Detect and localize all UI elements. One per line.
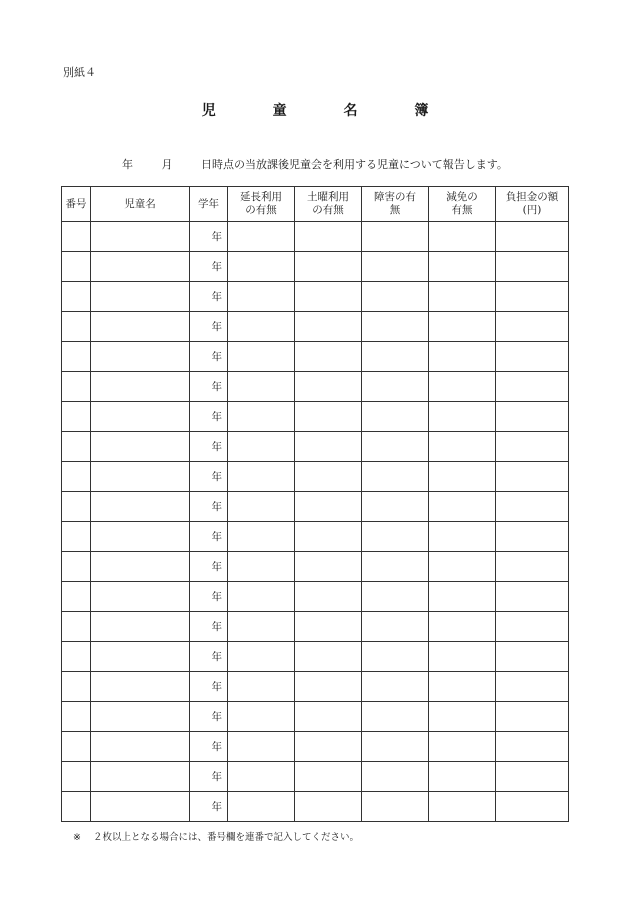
table-row: [62, 342, 569, 372]
grade-suffix: 年: [211, 441, 222, 453]
child-name-cell[interactable]: [91, 552, 190, 582]
title-char: 童: [272, 103, 287, 119]
saturday-use-cell[interactable]: [295, 402, 362, 432]
child-name-cell[interactable]: [91, 462, 190, 492]
disability-cell[interactable]: [362, 612, 429, 642]
number-cell[interactable]: [62, 762, 91, 792]
extended-use-cell[interactable]: [228, 222, 295, 252]
title-char: 名: [343, 103, 358, 119]
fee-amount-cell[interactable]: [496, 522, 569, 552]
grade-suffix: 年: [211, 501, 222, 513]
saturday-use-cell[interactable]: [295, 372, 362, 402]
table-row: [62, 312, 569, 342]
table-row: [62, 372, 569, 402]
grade-suffix: 年: [211, 231, 222, 243]
header-disability: 障害の有 無: [362, 187, 429, 222]
number-cell[interactable]: [62, 372, 91, 402]
disability-cell[interactable]: [362, 582, 429, 612]
disability-cell[interactable]: [362, 282, 429, 312]
extended-use-cell[interactable]: [228, 642, 295, 672]
grade-suffix: 年: [211, 801, 222, 813]
saturday-use-cell[interactable]: [295, 552, 362, 582]
disability-cell[interactable]: [362, 462, 429, 492]
fee-amount-cell[interactable]: [496, 372, 569, 402]
grade-suffix: 年: [211, 651, 222, 663]
grade-suffix: 年: [211, 711, 222, 723]
child-name-cell[interactable]: [91, 342, 190, 372]
saturday-use-cell[interactable]: [295, 732, 362, 762]
grade-cell[interactable]: [190, 612, 228, 642]
extended-use-cell[interactable]: [228, 342, 295, 372]
fee-amount-cell[interactable]: [496, 402, 569, 432]
extended-use-cell[interactable]: [228, 672, 295, 702]
fee-amount-cell[interactable]: [496, 642, 569, 672]
number-cell[interactable]: [62, 282, 91, 312]
child-name-cell[interactable]: [91, 582, 190, 612]
number-cell[interactable]: [62, 252, 91, 282]
number-cell[interactable]: [62, 462, 91, 492]
grade-cell[interactable]: [190, 462, 228, 492]
saturday-use-cell[interactable]: [295, 762, 362, 792]
saturday-use-cell[interactable]: [295, 282, 362, 312]
fee-amount-cell[interactable]: [496, 222, 569, 252]
disability-cell[interactable]: [362, 732, 429, 762]
grade-cell[interactable]: [190, 342, 228, 372]
extended-use-cell[interactable]: [228, 282, 295, 312]
disability-cell[interactable]: [362, 702, 429, 732]
saturday-use-cell[interactable]: [295, 222, 362, 252]
fee-amount-cell[interactable]: [496, 282, 569, 312]
fee-amount-cell[interactable]: [496, 342, 569, 372]
saturday-use-cell[interactable]: [295, 642, 362, 672]
number-cell[interactable]: [62, 402, 91, 432]
child-name-cell[interactable]: [91, 492, 190, 522]
fee-reduction-cell[interactable]: [429, 582, 496, 612]
disability-cell[interactable]: [362, 792, 429, 822]
grade-cell[interactable]: [190, 432, 228, 462]
table-row: [62, 432, 569, 462]
number-cell[interactable]: [62, 552, 91, 582]
table-row: [62, 732, 569, 762]
extended-use-cell[interactable]: [228, 432, 295, 462]
fee-amount-cell[interactable]: [496, 252, 569, 282]
disability-cell[interactable]: [362, 342, 429, 372]
page-title: [0, 100, 630, 120]
extended-use-cell[interactable]: [228, 762, 295, 792]
number-cell[interactable]: [62, 522, 91, 552]
saturday-use-cell[interactable]: [295, 492, 362, 522]
number-cell[interactable]: [62, 792, 91, 822]
disability-cell[interactable]: [362, 762, 429, 792]
extended-use-cell[interactable]: [228, 312, 295, 342]
fee-reduction-cell[interactable]: [429, 612, 496, 642]
fee-amount-cell[interactable]: [496, 462, 569, 492]
saturday-use-cell[interactable]: [295, 612, 362, 642]
grade-cell[interactable]: [190, 492, 228, 522]
number-cell[interactable]: [62, 642, 91, 672]
fee-amount-cell[interactable]: [496, 732, 569, 762]
table-row: [62, 762, 569, 792]
grade-suffix: 年: [211, 561, 222, 573]
fee-reduction-cell[interactable]: [429, 672, 496, 702]
child-name-cell[interactable]: [91, 762, 190, 792]
grade-cell[interactable]: [190, 762, 228, 792]
number-cell[interactable]: [62, 342, 91, 372]
extended-use-cell[interactable]: [228, 492, 295, 522]
fee-reduction-cell[interactable]: [429, 462, 496, 492]
grade-suffix: 年: [211, 531, 222, 543]
extended-use-cell[interactable]: [228, 522, 295, 552]
table-row: [62, 552, 569, 582]
header-number: 番号: [62, 187, 91, 222]
table-row: [62, 282, 569, 312]
number-cell[interactable]: [62, 612, 91, 642]
footnote: [73, 829, 359, 843]
grade-cell[interactable]: [190, 282, 228, 312]
number-cell[interactable]: [62, 732, 91, 762]
title-char: 簿: [414, 103, 429, 119]
disability-cell[interactable]: [362, 252, 429, 282]
child-name-cell[interactable]: [91, 372, 190, 402]
grade-suffix: 年: [211, 321, 222, 333]
grade-suffix: 年: [211, 381, 222, 393]
disability-cell[interactable]: [362, 372, 429, 402]
fee-amount-cell[interactable]: [496, 432, 569, 462]
child-name-cell[interactable]: [91, 642, 190, 672]
extended-use-cell[interactable]: [228, 582, 295, 612]
child-name-cell[interactable]: [91, 282, 190, 312]
extended-use-cell[interactable]: [228, 702, 295, 732]
child-name-cell[interactable]: [91, 312, 190, 342]
extended-use-cell[interactable]: [228, 252, 295, 282]
number-cell[interactable]: [62, 432, 91, 462]
grade-cell[interactable]: [190, 582, 228, 612]
fee-amount-cell[interactable]: [496, 792, 569, 822]
child-name-cell[interactable]: [91, 222, 190, 252]
month-unit: 月: [161, 158, 173, 171]
grade-suffix: 年: [211, 351, 222, 363]
fee-reduction-cell[interactable]: [429, 642, 496, 672]
table-row: [62, 612, 569, 642]
disability-cell[interactable]: [362, 222, 429, 252]
header-saturday-use: 土曜利用 の有無: [295, 187, 362, 222]
child-name-cell[interactable]: [91, 522, 190, 552]
fee-reduction-cell[interactable]: [429, 252, 496, 282]
child-name-cell[interactable]: [91, 732, 190, 762]
saturday-use-cell[interactable]: [295, 672, 362, 702]
year-unit: 年: [122, 158, 133, 171]
fee-amount-cell[interactable]: [496, 582, 569, 612]
child-name-cell[interactable]: [91, 792, 190, 822]
grade-cell[interactable]: [190, 552, 228, 582]
header-grade: 学年: [190, 187, 228, 222]
number-cell[interactable]: [62, 582, 91, 612]
fee-reduction-cell[interactable]: [429, 762, 496, 792]
grade-suffix: 年: [211, 411, 222, 423]
extended-use-cell[interactable]: [228, 732, 295, 762]
intro-text: 日時点の当放課後児童会を利用する児童について報告します。: [201, 158, 508, 171]
disability-cell[interactable]: [362, 492, 429, 522]
table-row: [62, 402, 569, 432]
roster-body: [62, 222, 569, 822]
fee-amount-cell[interactable]: [496, 702, 569, 732]
grade-suffix: 年: [211, 591, 222, 603]
disability-cell[interactable]: [362, 672, 429, 702]
saturday-use-cell[interactable]: [295, 522, 362, 552]
grade-suffix: 年: [211, 291, 222, 303]
number-cell[interactable]: [62, 492, 91, 522]
grade-cell[interactable]: [190, 672, 228, 702]
grade-suffix: 年: [211, 741, 222, 753]
extended-use-cell[interactable]: [228, 372, 295, 402]
saturday-use-cell[interactable]: [295, 252, 362, 282]
child-name-cell[interactable]: [91, 432, 190, 462]
number-cell[interactable]: [62, 222, 91, 252]
fee-reduction-cell[interactable]: [429, 732, 496, 762]
fee-reduction-cell[interactable]: [429, 522, 496, 552]
grade-suffix: 年: [211, 771, 222, 783]
table-row: [62, 492, 569, 522]
table-row: [62, 672, 569, 702]
child-name-cell[interactable]: [91, 612, 190, 642]
saturday-use-cell[interactable]: [295, 432, 362, 462]
fee-amount-cell[interactable]: [496, 672, 569, 702]
grade-cell[interactable]: [190, 702, 228, 732]
table-row: [62, 222, 569, 252]
table-row: [62, 462, 569, 492]
fee-reduction-cell[interactable]: [429, 492, 496, 522]
extended-use-cell[interactable]: [228, 462, 295, 492]
saturday-use-cell[interactable]: [295, 702, 362, 732]
fee-amount-cell[interactable]: [496, 492, 569, 522]
child-name-cell[interactable]: [91, 672, 190, 702]
header-row: [62, 187, 569, 222]
intro-sentence: [122, 156, 508, 172]
grade-suffix: 年: [211, 621, 222, 633]
disability-cell[interactable]: [362, 552, 429, 582]
number-cell[interactable]: [62, 312, 91, 342]
fee-reduction-cell[interactable]: [429, 222, 496, 252]
table-row: [62, 582, 569, 612]
table-row: [62, 252, 569, 282]
fee-reduction-cell[interactable]: [429, 282, 496, 312]
grade-cell[interactable]: [190, 402, 228, 432]
extended-use-cell[interactable]: [228, 402, 295, 432]
fee-reduction-cell[interactable]: [429, 552, 496, 582]
saturday-use-cell[interactable]: [295, 342, 362, 372]
disability-cell[interactable]: [362, 432, 429, 462]
table-row: [62, 792, 569, 822]
grade-cell[interactable]: [190, 732, 228, 762]
grade-cell[interactable]: [190, 312, 228, 342]
grade-cell[interactable]: [190, 222, 228, 252]
grade-cell[interactable]: [190, 792, 228, 822]
extended-use-cell[interactable]: [228, 792, 295, 822]
grade-cell[interactable]: [190, 252, 228, 282]
number-cell[interactable]: [62, 702, 91, 732]
extended-use-cell[interactable]: [228, 552, 295, 582]
disability-cell[interactable]: [362, 522, 429, 552]
disability-cell[interactable]: [362, 402, 429, 432]
fee-reduction-cell[interactable]: [429, 402, 496, 432]
fee-amount-cell[interactable]: [496, 552, 569, 582]
fee-amount-cell[interactable]: [496, 312, 569, 342]
note-mark: ※: [73, 832, 81, 843]
disability-cell[interactable]: [362, 312, 429, 342]
note-text: ２枚以上となる場合には、番号欄を連番で記入してください。: [93, 832, 360, 843]
grade-suffix: 年: [211, 261, 222, 273]
fee-amount-cell[interactable]: [496, 612, 569, 642]
grade-suffix: 年: [211, 681, 222, 693]
fee-reduction-cell[interactable]: [429, 792, 496, 822]
header-fee-reduction: 減免の 有無: [429, 187, 496, 222]
fee-reduction-cell[interactable]: [429, 342, 496, 372]
table-row: [62, 522, 569, 552]
roster-table: [61, 186, 569, 822]
child-name-cell[interactable]: [91, 702, 190, 732]
child-name-cell[interactable]: [91, 402, 190, 432]
fee-reduction-cell[interactable]: [429, 312, 496, 342]
table-row: [62, 642, 569, 672]
grade-cell[interactable]: [190, 642, 228, 672]
extended-use-cell[interactable]: [228, 612, 295, 642]
grade-suffix: 年: [211, 471, 222, 483]
number-cell[interactable]: [62, 672, 91, 702]
saturday-use-cell[interactable]: [295, 312, 362, 342]
annex-label: 別紙４: [63, 66, 96, 79]
table-row: [62, 702, 569, 732]
fee-reduction-cell[interactable]: [429, 702, 496, 732]
header-extended-use: 延長利用 の有無: [228, 187, 295, 222]
disability-cell[interactable]: [362, 642, 429, 672]
saturday-use-cell[interactable]: [295, 582, 362, 612]
child-name-cell[interactable]: [91, 252, 190, 282]
grade-cell[interactable]: [190, 372, 228, 402]
fee-reduction-cell[interactable]: [429, 432, 496, 462]
fee-amount-cell[interactable]: [496, 762, 569, 792]
header-child-name: 児童名: [91, 187, 190, 222]
grade-cell[interactable]: [190, 522, 228, 552]
saturday-use-cell[interactable]: [295, 792, 362, 822]
header-fee-amount: 負担金の額 (円): [496, 187, 569, 222]
saturday-use-cell[interactable]: [295, 462, 362, 492]
fee-reduction-cell[interactable]: [429, 372, 496, 402]
title-char: 児: [201, 103, 216, 119]
